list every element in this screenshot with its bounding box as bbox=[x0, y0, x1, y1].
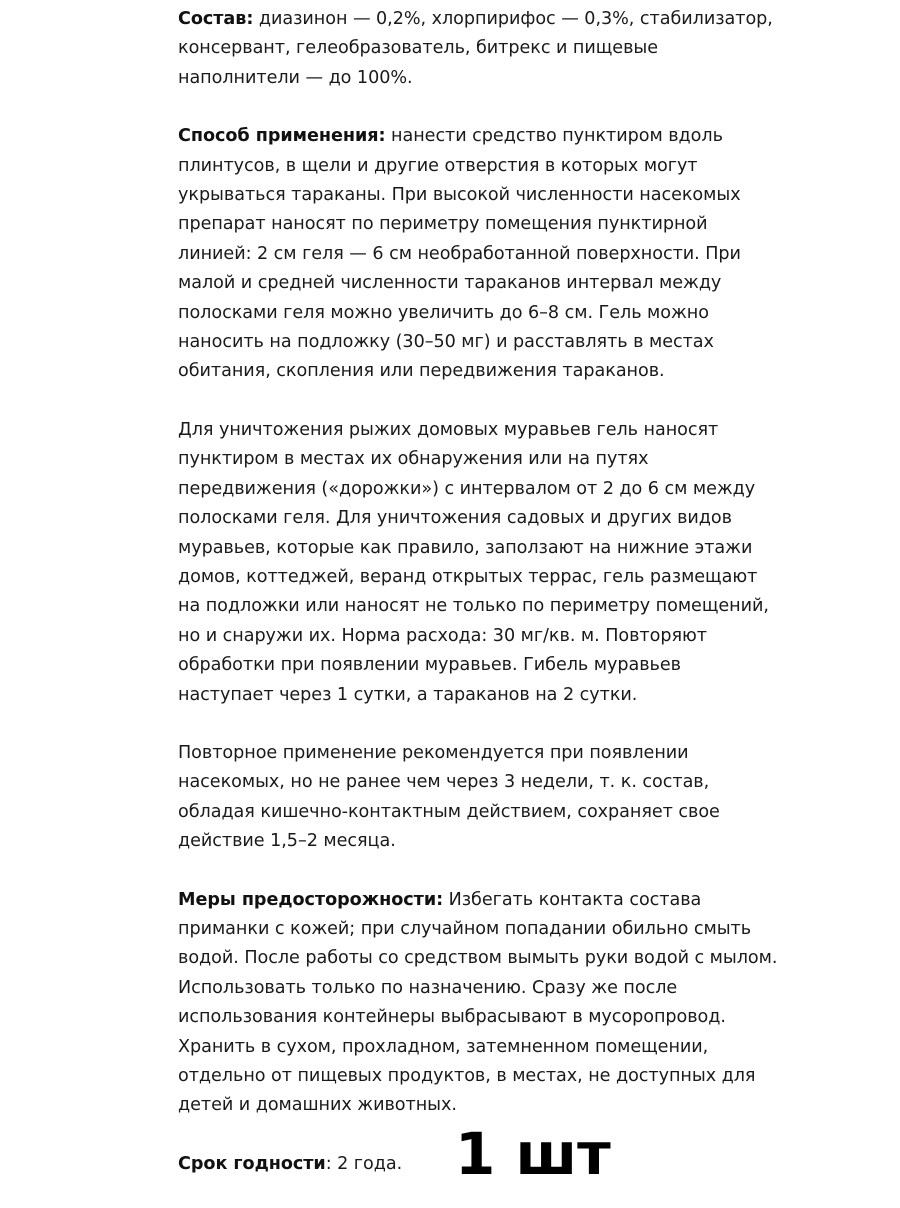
composition-paragraph bbox=[178, 5, 778, 93]
shelf-life-label: Срок годности bbox=[178, 1153, 326, 1174]
description-text-block bbox=[178, 5, 778, 1208]
usage-paragraph bbox=[178, 122, 778, 387]
composition-label: Состав: bbox=[178, 9, 254, 29]
ants-paragraph: Для уничтожения рыжих домовых муравьев гель наносят пунктиром в местах их обнаружения или на путях передвижения («дорожки») с интервалом от 2 до 6 см между полосками геля. Для уничтожения садовых и других видов муравьев, которые как правило, заползают на нижние этажи домов, коттеджей, веранд открытых террас, гель размещают на подложки или наносят не только по периметру помещений, но и снаружи их. Норма расхода: 30 мг/кв. м. Повторяют обработки при появлении муравьев. Гибель муравьев наступает через 1 сутки, а тараканов на 2 сутки. bbox=[178, 419, 769, 705]
usage-text: нанести средство пунктиром вдоль плинтусов, в щели и другие отверстия в которых могут укрываться тараканы. При высокой численности насекомых препарат наносят по периметру помещения пунктирной линией: 2 см геля — 6 см необработанной поверхности. При малой и средней численности тараканов интервал между полосками геля можно увеличить до 6–8 см. Гель можно наносить на подложку (30–50 мг) и расставлять в местах обитания, скопления или передвижения тараканов. bbox=[178, 126, 741, 382]
precautions-paragraph bbox=[178, 886, 778, 1121]
precautions-text: Избегать контакта состава приманки с кожей; при случайном попадании обильно смыть водой. После работы со средством вымыть руки водой с мылом. Использовать только по назначению. Сразу же после использования контейнеры выбрасывают в мусоропровод. Хранить в сухом, прохладном, затемненном помещении, отдельно от пищевых продуктов, в местах, не доступных для детей и домашних животных. bbox=[178, 889, 778, 1116]
usage-label: Способ применения: bbox=[178, 126, 386, 147]
composition-text: диазинон — 0,2%, хлорпирифос — 0,3%, стабилизатор, консервант, гелеобразователь, битрекс и пищевые наполнители — до 100%. bbox=[178, 9, 773, 88]
shelf-life-text: : 2 года. bbox=[325, 1153, 403, 1174]
precautions-label: Меры предосторожности: bbox=[178, 889, 444, 910]
quantity-label: 1 шт bbox=[455, 1120, 611, 1188]
repeat-use-paragraph: Повторное применение рекомендуется при появлении насекомых, но не ранее чем через 3 недели, т. к. состав, обладая кишечно-контактным действием, сохраняет свое действие 1,5–2 месяца. bbox=[178, 742, 720, 852]
